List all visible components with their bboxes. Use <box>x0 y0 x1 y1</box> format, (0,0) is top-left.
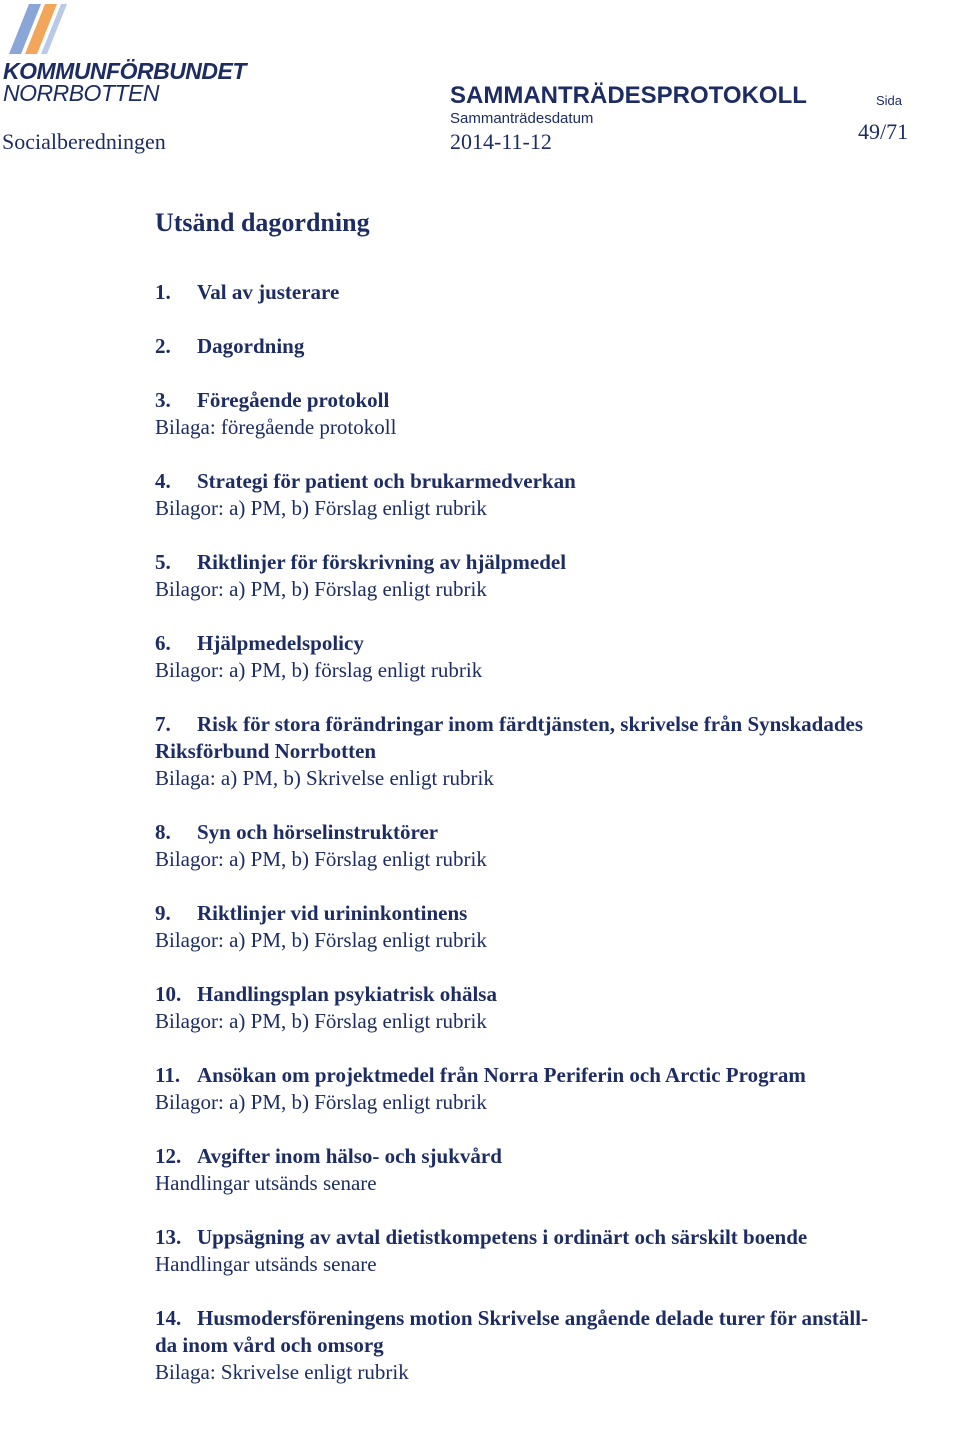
agenda-item-heading <box>155 1143 955 1170</box>
agenda-item-heading <box>155 333 955 360</box>
agenda-item <box>155 1305 955 1386</box>
agenda-item-number: 2. <box>155 334 171 358</box>
agenda-item-title: Husmodersföreningens motion Skrivelse angående delade turer för anställ- <box>197 1306 869 1330</box>
agenda-item-attachment: Bilagor: a) PM, b) Förslag enligt rubrik <box>155 496 487 520</box>
meeting-date: 2014-11-12 <box>450 129 552 154</box>
agenda-item-attachment: Bilagor: a) PM, b) Förslag enligt rubrik <box>155 847 487 871</box>
agenda-item-title: Strategi för patient och brukarmedverkan <box>197 469 576 493</box>
agenda-item-title: Val av justerare <box>197 280 340 304</box>
agenda-item-title: Avgifter inom hälso- och sjukvård <box>197 1144 502 1168</box>
agenda-item <box>155 900 955 954</box>
agenda-item <box>155 387 955 441</box>
agenda-item <box>155 468 955 522</box>
logo-text-line1: KOMMUNFÖRBUNDET <box>3 58 246 84</box>
agenda-item-heading <box>155 630 955 657</box>
agenda-item-title-continued: Riksförbund Norrbotten <box>155 739 377 763</box>
agenda-item <box>155 1224 955 1278</box>
agenda-item-attachment: Bilaga: Skrivelse enligt rubrik <box>155 1360 409 1384</box>
agenda-item-attachment: Bilagor: a) PM, b) Förslag enligt rubrik <box>155 1090 487 1114</box>
agenda-item-heading <box>155 387 955 414</box>
agenda-item <box>155 630 955 684</box>
agenda-item-number: 14. <box>155 1306 182 1330</box>
agenda-item-heading <box>155 711 955 738</box>
agenda-item-number: 1. <box>155 280 171 304</box>
agenda-item-number: 6. <box>155 631 171 655</box>
agenda-item-attachment: Handlingar utsänds senare <box>155 1171 377 1195</box>
agenda-item-title: Uppsägning av avtal dietistkompetens i ordinärt och särskilt boende <box>197 1225 808 1249</box>
agenda-title: Utsänd dagordning <box>155 208 370 237</box>
agenda-item-attachment: Bilagor: a) PM, b) förslag enligt rubrik <box>155 658 483 682</box>
date-label: Sammanträdesdatum <box>450 110 594 127</box>
agenda-item-title: Syn och hörselinstruktörer <box>197 820 439 844</box>
agenda-item <box>155 549 955 603</box>
agenda-item-attachment: Bilaga: a) PM, b) Skrivelse enligt rubrik <box>155 766 494 790</box>
agenda-item <box>155 1062 955 1116</box>
agenda-item <box>155 819 955 873</box>
agenda-item-attachment: Bilagor: a) PM, b) Förslag enligt rubrik <box>155 1009 487 1033</box>
agenda-section <box>155 208 955 1413</box>
agenda-item-title: Risk för stora förändringar inom färdtjänsten, skrivelse från Synskadades <box>197 712 864 736</box>
agenda-item-number: 13. <box>155 1225 182 1249</box>
agenda-item-title-continued: da inom vård och omsorg <box>155 1333 384 1357</box>
agenda-item <box>155 279 955 306</box>
agenda-item-title: Riktlinjer för förskrivning av hjälpmedel <box>197 550 567 574</box>
agenda-item-title: Föregående protokoll <box>197 388 390 412</box>
agenda-item-heading <box>155 1305 955 1332</box>
agenda-item <box>155 1143 955 1197</box>
agenda-item-heading <box>155 900 955 927</box>
agenda-list <box>155 279 955 1386</box>
agenda-item-attachment: Handlingar utsänds senare <box>155 1252 377 1276</box>
agenda-item-attachment: Bilagor: a) PM, b) Förslag enligt rubrik <box>155 577 487 601</box>
agenda-item-heading <box>155 1062 955 1089</box>
agenda-item-title: Ansökan om projektmedel från Norra Periferin och Arctic Program <box>197 1063 806 1087</box>
page-number: 49/71 <box>858 119 909 144</box>
document-header <box>0 0 960 160</box>
agenda-item-number: 4. <box>155 469 171 493</box>
agenda-item-number: 3. <box>155 388 171 412</box>
logo-text-line2: NORRBOTTEN <box>3 80 159 106</box>
agenda-item-title: Riktlinjer vid urininkontinens <box>197 901 468 925</box>
agenda-item-title: Hjälpmedelspolicy <box>197 631 364 655</box>
agenda-item-heading <box>155 1224 955 1251</box>
agenda-item-number: 12. <box>155 1144 182 1168</box>
organization-name: Socialberedningen <box>2 129 166 154</box>
agenda-item-number: 7. <box>155 712 171 736</box>
agenda-item-heading <box>155 981 955 1008</box>
agenda-item-number: 11. <box>155 1063 181 1087</box>
agenda-item-number: 8. <box>155 820 171 844</box>
agenda-item-title: Handlingsplan psykiatrisk ohälsa <box>197 982 497 1006</box>
agenda-item-heading <box>155 819 955 846</box>
agenda-item-title: Dagordning <box>197 334 305 358</box>
agenda-item <box>155 981 955 1035</box>
agenda-item-attachment: Bilagor: a) PM, b) Förslag enligt rubrik <box>155 928 487 952</box>
agenda-item-heading <box>155 549 955 576</box>
page-label: Sida <box>876 93 903 108</box>
agenda-item-attachment: Bilaga: föregående protokoll <box>155 415 397 439</box>
agenda-item-number: 10. <box>155 982 182 1006</box>
agenda-item <box>155 333 955 360</box>
agenda-item-heading <box>155 279 955 306</box>
agenda-item-number: 5. <box>155 550 171 574</box>
agenda-item <box>155 711 955 792</box>
agenda-item-number: 9. <box>155 901 171 925</box>
agenda-item-heading <box>155 468 955 495</box>
document-type: SAMMANTRÄDESPROTOKOLL <box>450 82 807 109</box>
